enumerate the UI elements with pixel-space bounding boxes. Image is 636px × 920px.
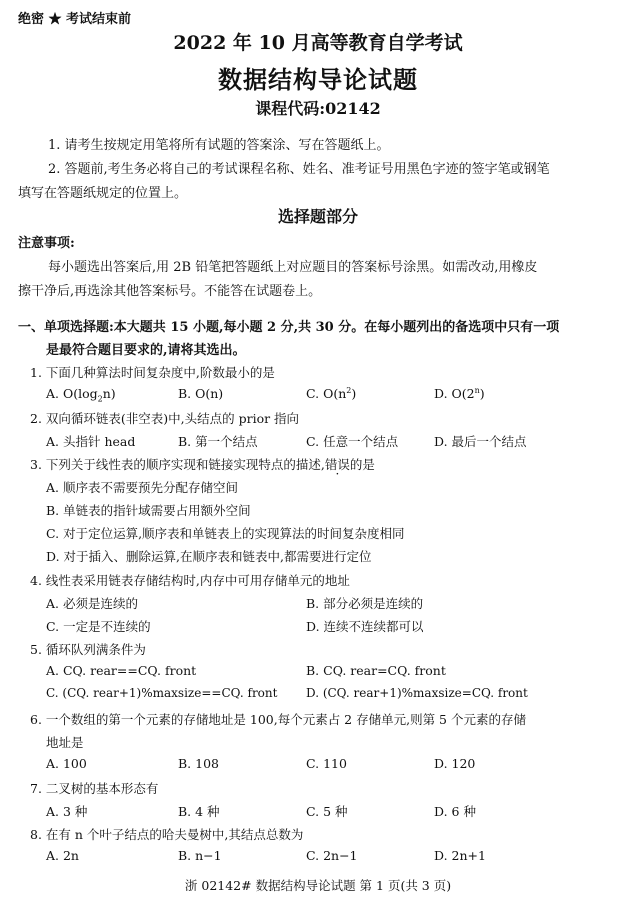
question-8-option-c: C. 2n−1 [306,848,358,863]
emphasis-text: 错误 [324,457,350,472]
question-6-option-d: D. 120 [434,756,476,771]
question-2-option-b: B. 第一个结点 [178,434,258,449]
question-8-option-b: B. n−1 [178,848,222,863]
question-4-option-d: D. 连续不连续都可以 [306,619,424,634]
part1-heading: 一、单项选择题:本大题共 15 小题,每小题 2 分,共 30 分。在每小题列出的备选项中只有一项 [18,320,560,335]
question-5-stem: 5. 循环队列满条件为 [30,642,146,657]
question-2-option-a: A. 头指针 head [46,434,136,449]
question-6-option-c: C. 110 [306,756,347,771]
question-7-option-a: A. 3 种 [46,804,88,819]
question-3-option-d: D. 对于插入、删除运算,在顺序表和链表中,都需要进行定位 [46,549,372,564]
instruction-2-cont: 填写在答题纸规定的位置上。 [18,186,188,201]
question-6-stem: 6. 一个数组的第一个元素的存储地址是 100,每个元素占 2 存储单元,则第 5 个元素的存储 [30,712,526,727]
notice-line-1: 每小题选出答案后,用 2B 铅笔把答题纸上对应题目的答案标号涂黑。如需改动,用橡皮 [48,260,538,275]
question-7-option-b: B. 4 种 [178,804,220,819]
question-2-stem: 2. 双向循环链表(非空表)中,头结点的 prior 指向 [30,411,300,426]
question-5-option-b: B. CQ. rear=CQ. front [306,663,446,678]
question-2-option-d: D. 最后一个结点 [434,434,527,449]
question-5-option-c: C. (CQ. rear+1)%maxsize==CQ. front [46,686,278,700]
question-6-option-a: A. 100 [46,756,87,771]
question-3-option-c: C. 对于定位运算,顺序表和单链表上的实现算法的时间复杂度相同 [46,526,405,541]
question-7-option-c: C. 5 种 [306,804,348,819]
question-6-option-b: B. 108 [178,756,219,771]
question-7-option-d: D. 6 种 [434,804,476,819]
question-4-option-a: A. 必须是连续的 [46,596,138,611]
question-1-option-b: B. O(n) [178,386,224,401]
question-1-option-d: D. O(2$^n$) [434,386,485,402]
part1-heading-cont: 是最符合题目要求的,请将其选出。 [46,343,246,358]
question-8-option-d: D. 2n+1 [434,848,486,863]
question-4-option-c: C. 一定是不连续的 [46,619,151,634]
question-4-stem: 4. 线性表采用链表存储结构时,内存中可用存储单元的地址 [30,573,350,588]
question-4-option-b: B. 部分必须是连续的 [306,596,424,611]
question-1-option-a: A. $O(\log_2n)$ [46,386,116,404]
course-code: 课程代码:02142 [255,99,381,118]
question-3-option-a: A. 顺序表不需要预先分配存储空间 [46,480,238,495]
notice-heading: 注意事项: [18,236,75,251]
question-7-stem: 7. 二叉树的基本形态有 [30,781,159,796]
question-1-stem: 1. 下面几种算法时间复杂度中,阶数最小的是 [30,365,275,380]
page-footer: 浙 02142# 数据结构导论试题 第 1 页(共 3 页) [184,878,452,893]
notice-line-2: 擦干净后,再选涂其他答案标号。不能答在试题卷上。 [18,284,322,299]
question-2-option-c: C. 任意一个结点 [306,434,399,449]
instruction-1: 1. 请考生按规定用笔将所有试题的答案涂、写在答题纸上。 [48,138,390,153]
section-title: 选择题部分 [277,207,358,226]
question-5-option-d: D. (CQ. rear+1)%maxsize=CQ. front [306,686,528,700]
question-6-stem-cont: 地址是 [46,735,84,750]
exam-title: 2022 年 10 月高等教育自学考试 [173,32,463,54]
secret-label: 绝密 ★ 考试结束前 [18,12,132,27]
question-8-stem: 8. 在有 n 个叶子结点的哈夫曼树中,其结点总数为 [30,827,304,842]
question-3-option-b: B. 单链表的指针域需要占用额外空间 [46,503,251,518]
instruction-2: 2. 答题前,考生务必将自己的考试课程名称、姓名、准考证号用黑色字迹的签字笔或钢笔 [48,162,550,177]
question-1-option-c: C. $O(n^2)$ [306,386,357,402]
question-8-option-a: A. 2n [46,848,79,863]
subject-title: 数据结构导论试题 [218,65,418,94]
question-5-option-a: A. CQ. rear==CQ. front [46,663,197,678]
question-3-stem: 3. 下列关于线性表的顺序实现和链接实现特点的描述,错误的是 [30,457,375,472]
